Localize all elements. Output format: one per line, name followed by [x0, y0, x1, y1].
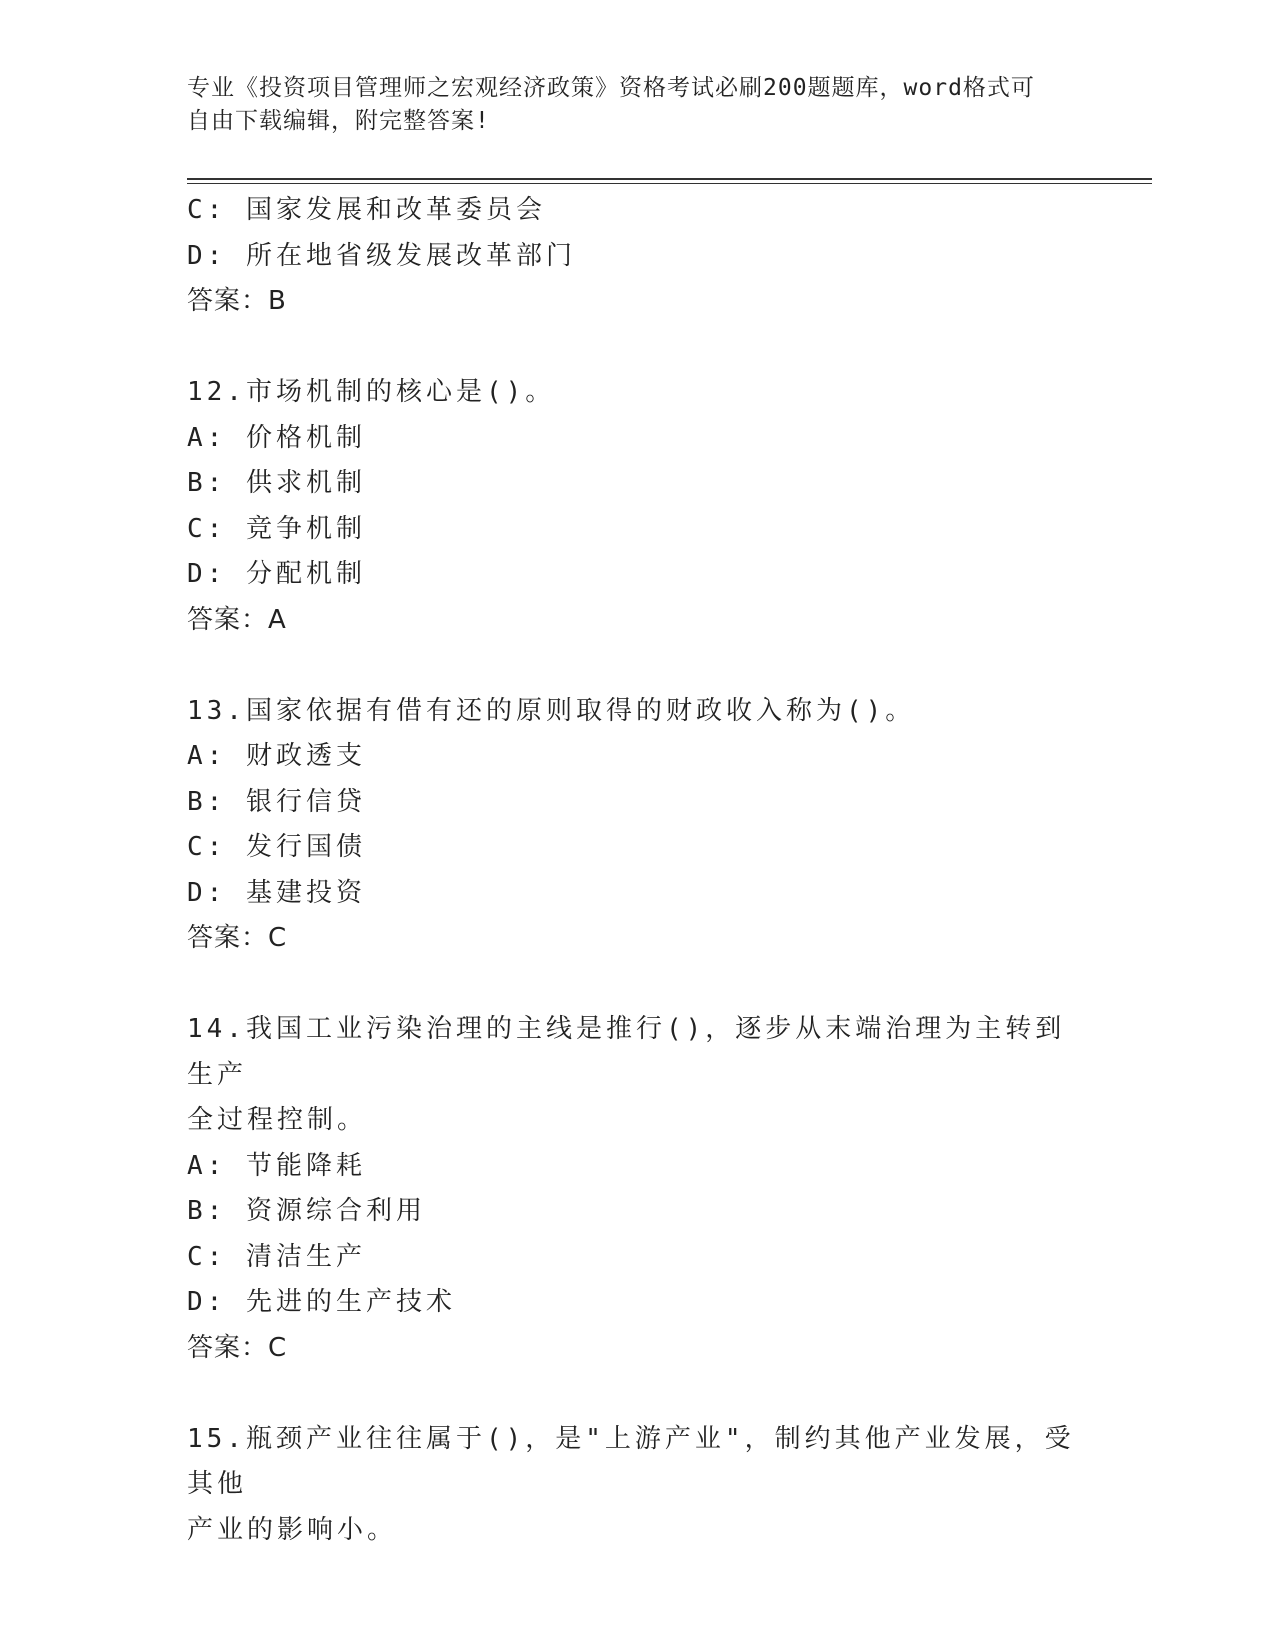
answer-line: 答案：C	[187, 923, 288, 953]
header-title-line-1: 专业《投资项目管理师之宏观经济政策》资格考试必刷200题题库，word格式可	[187, 75, 1035, 101]
question-stem-line-1: 15.瓶颈产业往往属于()，是"上游产业"，制约其他产业发展，受其他	[187, 1423, 1075, 1499]
option-d: D: 所在地省级发展改革部门	[187, 240, 576, 271]
question-carryover	[187, 188, 1077, 325]
question-12	[187, 370, 1077, 643]
option-d: D: 分配机制	[187, 559, 366, 589]
question-stem: 13.国家依据有借有还的原则取得的财政收入称为()。	[187, 695, 916, 726]
answer-line: 答案：B	[187, 286, 287, 316]
question-15	[187, 1417, 1077, 1554]
spacer	[187, 643, 1077, 689]
option-d: D: 基建投资	[187, 877, 366, 908]
option-c: C: 竞争机制	[187, 513, 366, 544]
spacer	[187, 1371, 1077, 1417]
question-14	[187, 1007, 1077, 1371]
header-divider-thick	[187, 178, 1152, 180]
header-divider-thin	[187, 183, 1152, 184]
spacer	[187, 325, 1077, 371]
option-b: B: 资源综合利用	[187, 1196, 426, 1226]
option-a: A: 财政透支	[187, 741, 366, 771]
question-stem-line-2: 产业的影响小。	[187, 1514, 398, 1545]
option-c: C: 国家发展和改革委员会	[187, 195, 546, 225]
question-stem-line-2: 全过程控制。	[187, 1105, 368, 1135]
answer-line: 答案：C	[187, 1332, 288, 1363]
option-a: A: 节能降耗	[187, 1150, 366, 1181]
answer-line: 答案：A	[187, 604, 287, 635]
option-a: A: 价格机制	[187, 422, 366, 453]
option-b: B: 银行信贷	[187, 786, 366, 817]
question-stem: 12.市场机制的核心是()。	[187, 377, 556, 407]
option-c: C: 发行国债	[187, 832, 366, 862]
option-b: B: 供求机制	[187, 468, 366, 498]
option-d: D: 先进的生产技术	[187, 1287, 456, 1317]
header-title-line-2: 自由下载编辑，附完整答案!	[187, 108, 490, 134]
question-list	[187, 188, 1077, 1553]
spacer	[187, 962, 1077, 1008]
option-c: C: 清洁生产	[187, 1241, 366, 1272]
question-13	[187, 689, 1077, 962]
page-header	[187, 72, 1067, 138]
question-stem-line-1: 14.我国工业污染治理的主线是推行()，逐步从末端治理为主转到生产	[187, 1014, 1066, 1090]
